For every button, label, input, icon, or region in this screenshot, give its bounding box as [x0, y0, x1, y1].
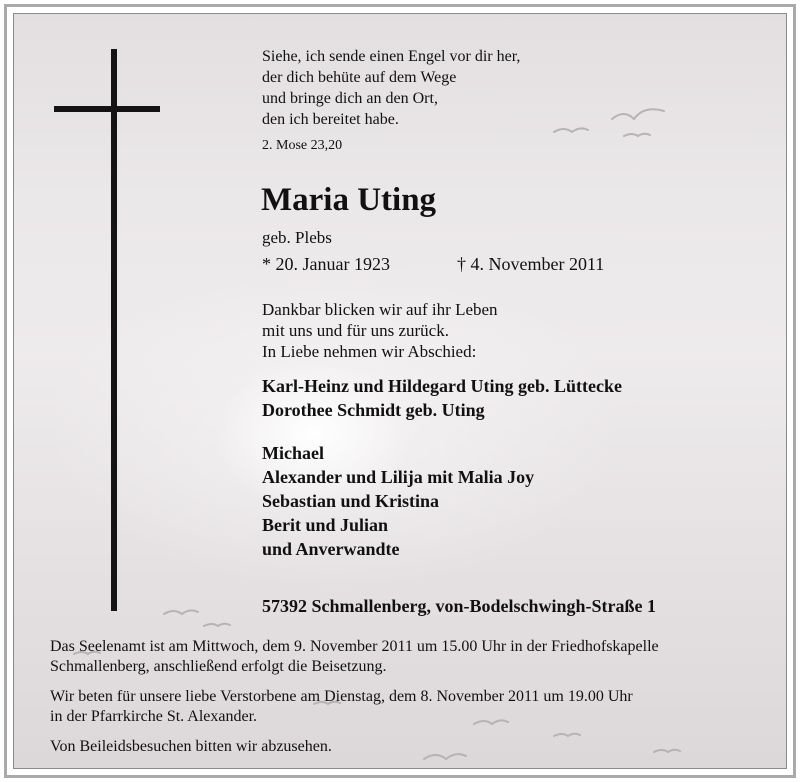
seagull-icon: [474, 720, 508, 724]
cross-icon: [111, 49, 117, 611]
condolence-notice: Von Beileidsbesuchen bitten wir abzusehen.: [50, 738, 332, 755]
family-member: Alexander und Lilija mit Malia Joy: [262, 467, 535, 487]
family-member: Berit und Julian: [262, 515, 389, 535]
farewell-line: Dankbar blicken wir auf ihr Leben: [262, 300, 498, 319]
birth-date: * 20. Januar 1923: [262, 254, 390, 274]
farewell-line: In Liebe nehmen wir Abschied:: [262, 342, 477, 361]
farewell-line: mit uns und für uns zurück.: [262, 321, 449, 340]
birth-name: geb. Plebs: [262, 228, 332, 247]
deceased-name: Maria Uting: [261, 182, 437, 218]
family-member: und Anverwandte: [262, 539, 400, 559]
death-date: † 4. November 2011: [457, 254, 605, 274]
family-member: Karl-Heinz und Hildegard Uting geb. Lüttecke: [262, 376, 622, 396]
requiem-notice: Schmallenberg, anschließend erfolgt die Beisetzung.: [50, 658, 387, 675]
verse-line: und bringe dich an den Ort,: [262, 90, 438, 107]
prayer-notice: Wir beten für unsere liebe Verstorbene am Dienstag, dem 8. November 2011 um 19.00 Uhr: [50, 688, 633, 705]
address: 57392 Schmallenberg, von-Bodelschwingh-Straße 1: [262, 596, 657, 616]
verse-line: Siehe, ich sende einen Engel vor dir her,: [262, 48, 521, 65]
verse-line: den ich bereitet habe.: [262, 111, 399, 128]
seagull-icon: [612, 109, 664, 119]
seagull-icon: [164, 610, 198, 614]
prayer-notice: in der Pfarrkirche St. Alexander.: [50, 708, 258, 725]
seagull-icon: [204, 624, 230, 626]
obituary-frame: [4, 4, 796, 778]
verse-source: 2. Mose 23,20: [262, 138, 343, 153]
family-member: Michael: [262, 443, 324, 463]
family-member: Sebastian und Kristina: [262, 491, 440, 511]
cross-icon-bar: [54, 106, 160, 112]
verse-line: der dich behüte auf dem Wege: [262, 69, 457, 86]
seagull-icon: [554, 734, 580, 736]
seagull-icon: [424, 754, 466, 759]
obituary-card: [13, 13, 787, 769]
requiem-notice: Das Seelenamt ist am Mittwoch, dem 9. November 2011 um 15.00 Uhr in der Friedhofskapelle: [50, 638, 659, 655]
family-member: Dorothee Schmidt geb. Uting: [262, 400, 485, 420]
seagull-icon: [554, 128, 588, 132]
seagull-icon: [654, 750, 680, 752]
seagull-icon: [624, 134, 650, 136]
